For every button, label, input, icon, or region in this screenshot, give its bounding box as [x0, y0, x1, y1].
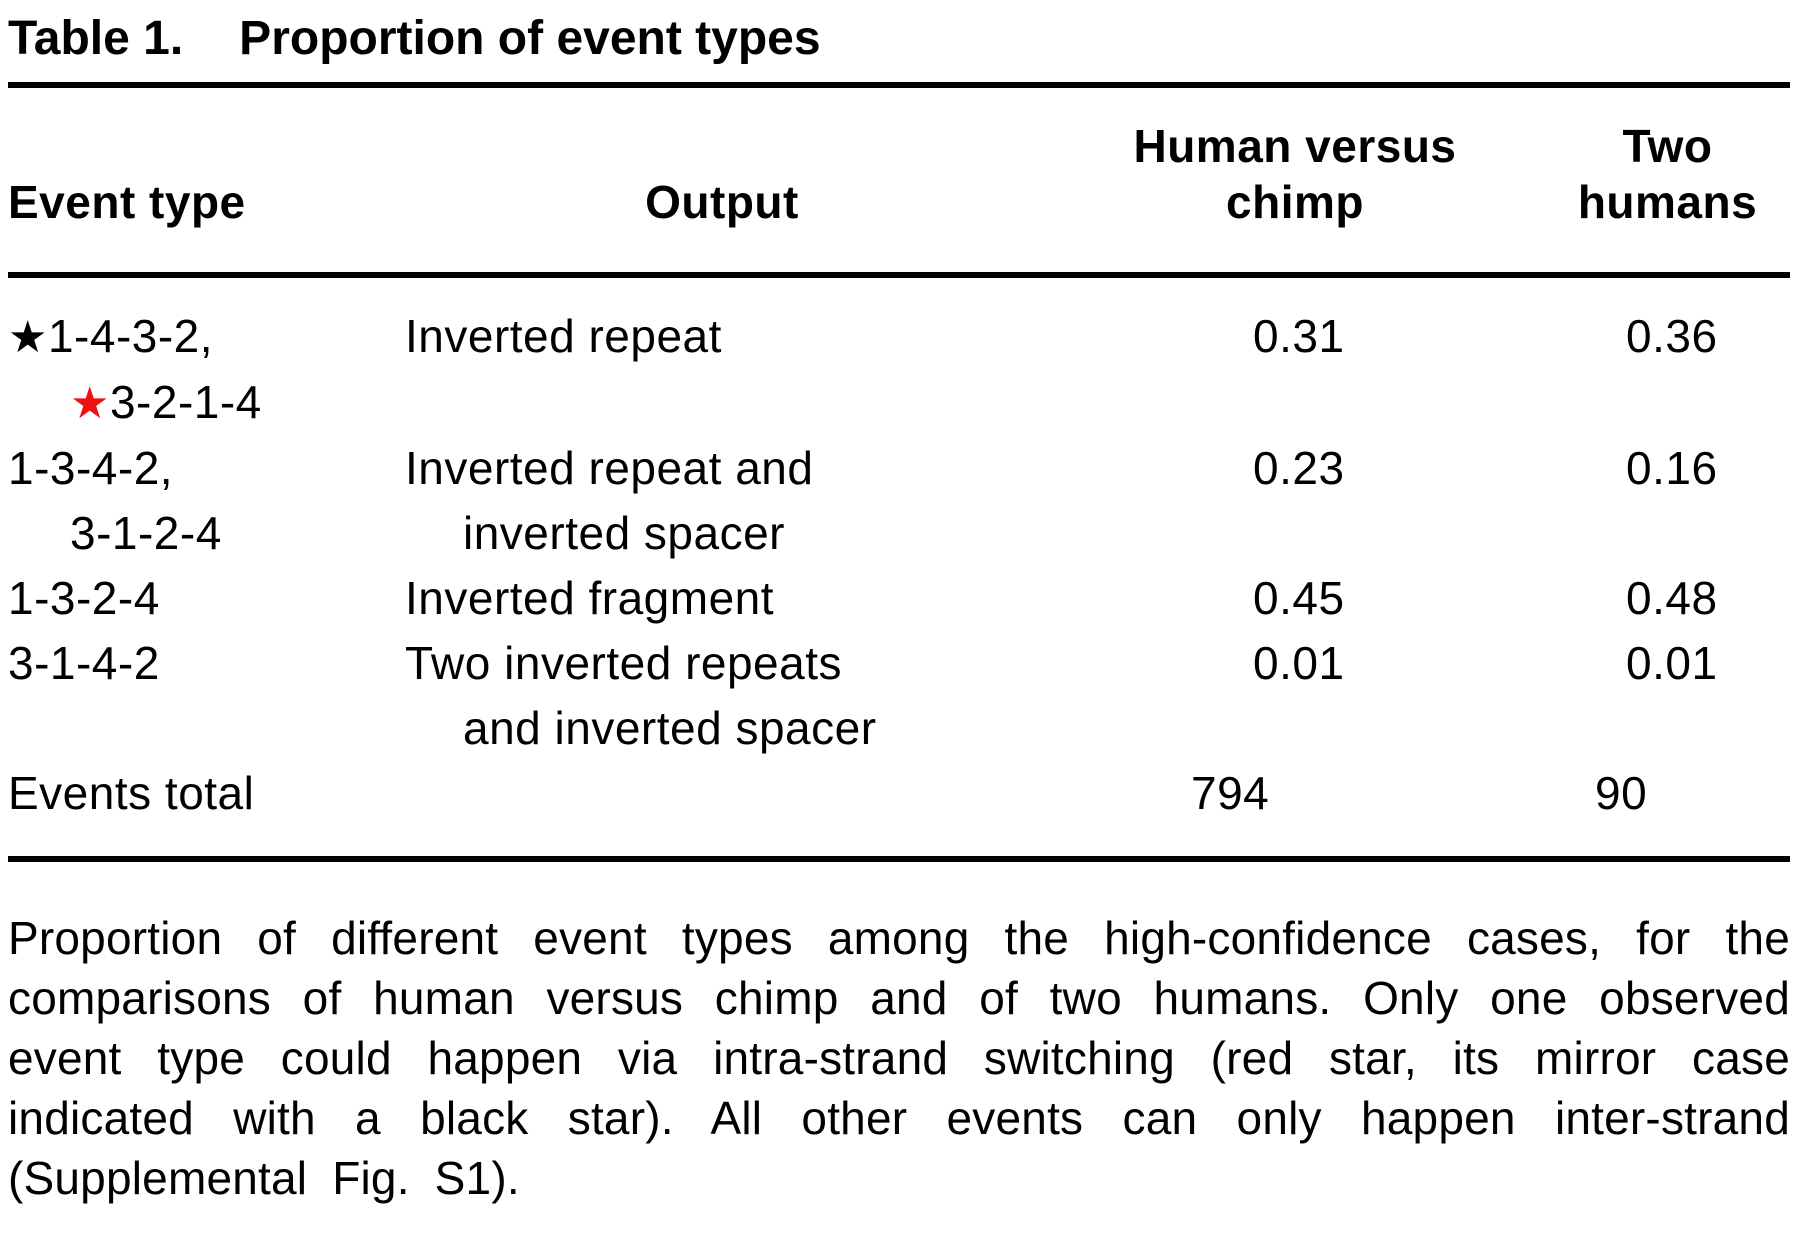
- event-type-code: 1-3-2-4: [8, 572, 160, 624]
- value-two-humans: 0.16: [1626, 442, 1718, 494]
- event-type-code: 3-2-1-4: [109, 376, 262, 428]
- value-two-humans: 0.36: [1626, 310, 1718, 362]
- table-title: [8, 8, 1790, 68]
- event-type-code: 3-1-2-4: [70, 507, 222, 559]
- value-human-versus-chimp: 0.31: [1253, 310, 1345, 362]
- column-header-two-humans: Two humans: [1577, 120, 1758, 228]
- column-header-output: Output: [645, 176, 799, 228]
- table-header-row: [8, 88, 1790, 272]
- event-type-code: 3-1-4-2: [8, 637, 160, 689]
- table-total-row: [8, 761, 1790, 826]
- table-row: [8, 566, 1790, 631]
- value-human-versus-chimp: 0.23: [1253, 442, 1345, 494]
- black-star-icon: ★: [8, 313, 48, 362]
- column-header-human-versus-chimp: Human versus chimp: [1133, 120, 1457, 228]
- bottom-rule: [8, 856, 1790, 862]
- output-label: Inverted repeat and: [405, 442, 814, 494]
- value-human-versus-chimp: 0.45: [1253, 572, 1345, 624]
- event-type-code: 1-4-3-2,: [47, 310, 214, 362]
- output-label: Two inverted repeats: [405, 637, 843, 689]
- value-human-versus-chimp: 0.01: [1253, 637, 1345, 689]
- table-row: [8, 436, 1790, 566]
- output-label: and inverted spacer: [463, 702, 877, 754]
- value-two-humans: 0.01: [1626, 637, 1718, 689]
- event-type-code: 1-3-4-2,: [8, 442, 174, 494]
- total-human-versus-chimp: 794: [1191, 767, 1270, 819]
- table-row: [8, 304, 1790, 436]
- value-two-humans: 0.48: [1626, 572, 1718, 624]
- total-row-label: Events total: [8, 767, 255, 819]
- column-header-event-type: Event type: [8, 176, 246, 228]
- red-star-icon: ★: [70, 379, 110, 428]
- table-row: [8, 631, 1790, 761]
- output-label: inverted spacer: [463, 507, 785, 559]
- total-two-humans: 90: [1595, 767, 1648, 819]
- table-caption: Proportion of different event types among the high-confidence cases, for the comparisons of human versus chimp and of two humans. Only one observed event type could happen via intra-strand switching (red star, its mirror case indicated with a black star). All other events can only happen inter-strand (Supplemental Fig. S1).: [8, 912, 1790, 1204]
- table-title-text: Proportion of event types: [239, 12, 821, 65]
- output-label: Inverted fragment: [405, 572, 775, 624]
- output-label: Inverted repeat: [405, 310, 722, 362]
- table-body: [8, 278, 1790, 856]
- table-number: Table 1.: [8, 12, 184, 65]
